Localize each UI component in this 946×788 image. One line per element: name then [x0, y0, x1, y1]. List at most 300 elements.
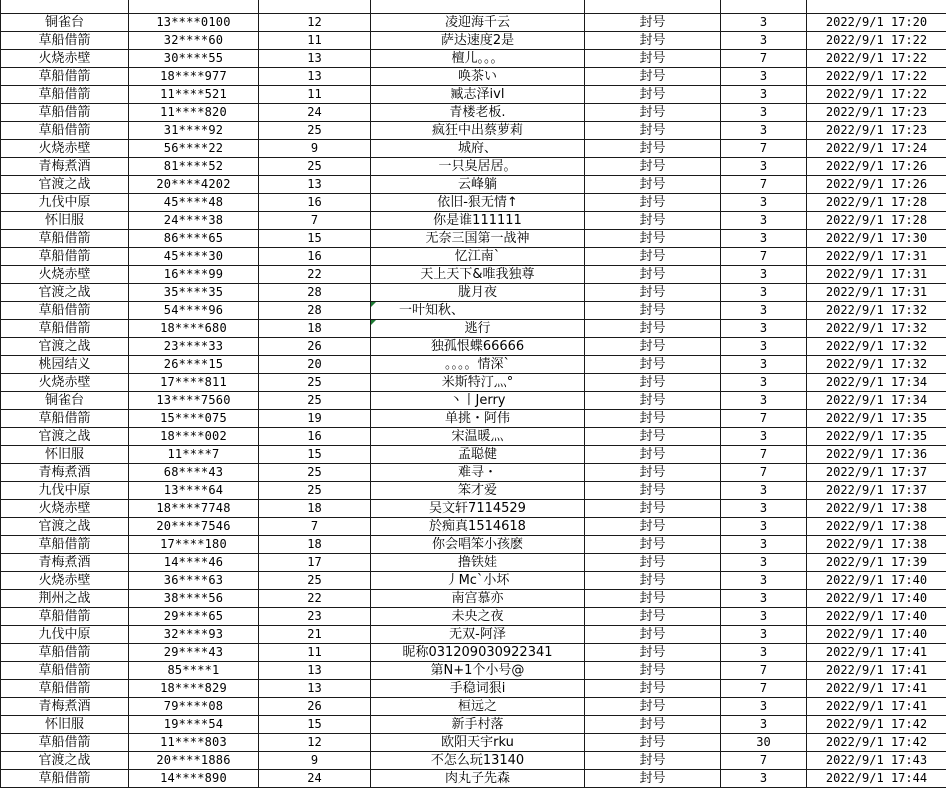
account-cell[interactable]: [129, 194, 259, 212]
account-cell[interactable]: [129, 266, 259, 284]
timestamp-cell[interactable]: [807, 140, 946, 158]
server-cell[interactable]: [1, 572, 129, 590]
account-cell[interactable]: [129, 230, 259, 248]
server-cell[interactable]: [1, 644, 129, 662]
nickname-cell[interactable]: [371, 446, 585, 464]
account-cell[interactable]: [129, 716, 259, 734]
account-cell[interactable]: [129, 464, 259, 482]
level-cell[interactable]: [259, 356, 371, 374]
nickname-cell[interactable]: [371, 500, 585, 518]
level-cell[interactable]: [259, 122, 371, 140]
timestamp-cell[interactable]: [807, 518, 946, 536]
server-cell[interactable]: [1, 104, 129, 122]
timestamp-cell[interactable]: [807, 104, 946, 122]
level-cell[interactable]: [259, 680, 371, 698]
account-cell[interactable]: [129, 626, 259, 644]
account-cell[interactable]: [129, 680, 259, 698]
account-cell[interactable]: [129, 698, 259, 716]
ban-days-cell[interactable]: [721, 554, 807, 572]
level-cell[interactable]: [259, 482, 371, 500]
server-cell[interactable]: [1, 68, 129, 86]
account-cell[interactable]: [129, 158, 259, 176]
server-cell[interactable]: [1, 590, 129, 608]
timestamp-cell[interactable]: [807, 68, 946, 86]
ban-days-cell[interactable]: [721, 518, 807, 536]
status-cell[interactable]: [585, 680, 721, 698]
ban-days-cell[interactable]: [721, 50, 807, 68]
status-cell[interactable]: [585, 140, 721, 158]
server-cell[interactable]: [1, 374, 129, 392]
status-cell[interactable]: [585, 338, 721, 356]
nickname-cell[interactable]: [371, 68, 585, 86]
ban-days-cell[interactable]: [721, 194, 807, 212]
account-cell[interactable]: [129, 500, 259, 518]
level-cell[interactable]: [259, 248, 371, 266]
timestamp-cell[interactable]: [807, 734, 946, 752]
status-cell[interactable]: [585, 194, 721, 212]
nickname-cell[interactable]: [371, 104, 585, 122]
level-cell[interactable]: [259, 230, 371, 248]
status-cell[interactable]: [585, 320, 721, 338]
status-cell[interactable]: [585, 410, 721, 428]
ban-days-cell[interactable]: [721, 662, 807, 680]
nickname-cell[interactable]: [371, 140, 585, 158]
status-cell[interactable]: [585, 86, 721, 104]
account-cell[interactable]: [129, 482, 259, 500]
server-cell[interactable]: [1, 770, 129, 788]
nickname-cell[interactable]: [371, 86, 585, 104]
timestamp-cell[interactable]: [807, 122, 946, 140]
ban-days-cell[interactable]: [721, 14, 807, 32]
nickname-cell[interactable]: [371, 752, 585, 770]
timestamp-cell[interactable]: [807, 302, 946, 320]
level-cell[interactable]: [259, 572, 371, 590]
server-cell[interactable]: [1, 608, 129, 626]
server-cell[interactable]: [1, 320, 129, 338]
nickname-cell[interactable]: [371, 32, 585, 50]
level-cell[interactable]: [259, 734, 371, 752]
timestamp-cell[interactable]: [807, 698, 946, 716]
server-cell[interactable]: [1, 698, 129, 716]
level-cell[interactable]: [259, 50, 371, 68]
timestamp-cell[interactable]: [807, 50, 946, 68]
timestamp-cell[interactable]: [807, 410, 946, 428]
status-cell[interactable]: [585, 716, 721, 734]
level-cell[interactable]: [259, 608, 371, 626]
status-cell[interactable]: [585, 302, 721, 320]
server-cell[interactable]: [1, 734, 129, 752]
timestamp-cell[interactable]: [807, 230, 946, 248]
server-cell[interactable]: [1, 536, 129, 554]
timestamp-cell[interactable]: [807, 32, 946, 50]
level-cell[interactable]: [259, 446, 371, 464]
server-cell[interactable]: [1, 266, 129, 284]
level-cell[interactable]: [259, 698, 371, 716]
server-cell[interactable]: [1, 284, 129, 302]
timestamp-cell[interactable]: [807, 158, 946, 176]
account-cell[interactable]: [129, 176, 259, 194]
account-cell[interactable]: [129, 302, 259, 320]
timestamp-cell[interactable]: [807, 446, 946, 464]
timestamp-cell[interactable]: [807, 194, 946, 212]
ban-days-cell[interactable]: [721, 392, 807, 410]
ban-days-cell[interactable]: [721, 86, 807, 104]
status-cell[interactable]: [585, 554, 721, 572]
timestamp-cell[interactable]: [807, 626, 946, 644]
server-cell[interactable]: [1, 338, 129, 356]
level-cell[interactable]: [259, 464, 371, 482]
ban-days-cell[interactable]: [721, 248, 807, 266]
status-cell[interactable]: [585, 446, 721, 464]
server-cell[interactable]: [1, 626, 129, 644]
account-cell[interactable]: [129, 410, 259, 428]
server-cell[interactable]: [1, 302, 129, 320]
ban-days-cell[interactable]: [721, 374, 807, 392]
timestamp-cell[interactable]: [807, 176, 946, 194]
timestamp-cell[interactable]: [807, 572, 946, 590]
level-cell[interactable]: [259, 410, 371, 428]
status-cell[interactable]: [585, 608, 721, 626]
level-cell[interactable]: [259, 554, 371, 572]
account-cell[interactable]: [129, 140, 259, 158]
level-cell[interactable]: [259, 158, 371, 176]
nickname-cell[interactable]: [371, 194, 585, 212]
status-cell[interactable]: [585, 14, 721, 32]
ban-days-cell[interactable]: [721, 680, 807, 698]
account-cell[interactable]: [129, 248, 259, 266]
status-cell[interactable]: [585, 644, 721, 662]
nickname-cell[interactable]: [371, 518, 585, 536]
timestamp-cell[interactable]: [807, 500, 946, 518]
level-cell[interactable]: [259, 770, 371, 788]
ban-days-cell[interactable]: [721, 500, 807, 518]
status-cell[interactable]: [585, 0, 721, 14]
timestamp-cell[interactable]: [807, 266, 946, 284]
nickname-cell[interactable]: [371, 122, 585, 140]
ban-days-cell[interactable]: [721, 698, 807, 716]
level-cell[interactable]: [259, 302, 371, 320]
ban-days-cell[interactable]: [721, 302, 807, 320]
account-cell[interactable]: [129, 770, 259, 788]
nickname-cell[interactable]: [371, 0, 585, 14]
server-cell[interactable]: [1, 446, 129, 464]
timestamp-cell[interactable]: [807, 212, 946, 230]
nickname-cell[interactable]: [371, 356, 585, 374]
account-cell[interactable]: [129, 68, 259, 86]
timestamp-cell[interactable]: [807, 554, 946, 572]
timestamp-cell[interactable]: [807, 716, 946, 734]
nickname-cell[interactable]: [371, 590, 585, 608]
level-cell[interactable]: [259, 32, 371, 50]
nickname-cell[interactable]: [371, 50, 585, 68]
nickname-cell[interactable]: [371, 302, 585, 320]
status-cell[interactable]: [585, 500, 721, 518]
nickname-cell[interactable]: [371, 338, 585, 356]
nickname-cell[interactable]: [371, 248, 585, 266]
status-cell[interactable]: [585, 698, 721, 716]
account-cell[interactable]: [129, 734, 259, 752]
ban-days-cell[interactable]: [721, 104, 807, 122]
timestamp-cell[interactable]: [807, 662, 946, 680]
nickname-cell[interactable]: [371, 770, 585, 788]
ban-days-cell[interactable]: [721, 68, 807, 86]
level-cell[interactable]: [259, 500, 371, 518]
server-cell[interactable]: [1, 356, 129, 374]
status-cell[interactable]: [585, 374, 721, 392]
level-cell[interactable]: [259, 518, 371, 536]
ban-days-cell[interactable]: [721, 446, 807, 464]
account-cell[interactable]: [129, 14, 259, 32]
nickname-cell[interactable]: [371, 392, 585, 410]
timestamp-cell[interactable]: [807, 428, 946, 446]
account-cell[interactable]: [129, 518, 259, 536]
status-cell[interactable]: [585, 626, 721, 644]
ban-days-cell[interactable]: [721, 410, 807, 428]
ban-days-cell[interactable]: [721, 338, 807, 356]
status-cell[interactable]: [585, 68, 721, 86]
status-cell[interactable]: [585, 266, 721, 284]
nickname-cell[interactable]: [371, 698, 585, 716]
server-cell[interactable]: [1, 518, 129, 536]
status-cell[interactable]: [585, 464, 721, 482]
ban-days-cell[interactable]: [721, 572, 807, 590]
ban-days-cell[interactable]: [721, 734, 807, 752]
level-cell[interactable]: [259, 662, 371, 680]
ban-days-cell[interactable]: [721, 158, 807, 176]
ban-days-cell[interactable]: [721, 464, 807, 482]
level-cell[interactable]: [259, 752, 371, 770]
nickname-cell[interactable]: [371, 572, 585, 590]
level-cell[interactable]: [259, 536, 371, 554]
account-cell[interactable]: [129, 572, 259, 590]
status-cell[interactable]: [585, 50, 721, 68]
nickname-cell[interactable]: [371, 680, 585, 698]
level-cell[interactable]: [259, 284, 371, 302]
server-cell[interactable]: [1, 482, 129, 500]
server-cell[interactable]: [1, 122, 129, 140]
level-cell[interactable]: [259, 590, 371, 608]
status-cell[interactable]: [585, 536, 721, 554]
server-cell[interactable]: [1, 0, 129, 14]
status-cell[interactable]: [585, 590, 721, 608]
account-cell[interactable]: [129, 662, 259, 680]
server-cell[interactable]: [1, 410, 129, 428]
ban-days-cell[interactable]: [721, 0, 807, 14]
ban-days-cell[interactable]: [721, 320, 807, 338]
account-cell[interactable]: [129, 428, 259, 446]
ban-days-cell[interactable]: [721, 212, 807, 230]
level-cell[interactable]: [259, 14, 371, 32]
level-cell[interactable]: [259, 644, 371, 662]
level-cell[interactable]: [259, 392, 371, 410]
timestamp-cell[interactable]: [807, 752, 946, 770]
account-cell[interactable]: [129, 50, 259, 68]
nickname-cell[interactable]: [371, 464, 585, 482]
timestamp-cell[interactable]: [807, 320, 946, 338]
timestamp-cell[interactable]: [807, 284, 946, 302]
status-cell[interactable]: [585, 212, 721, 230]
server-cell[interactable]: [1, 554, 129, 572]
ban-days-cell[interactable]: [721, 770, 807, 788]
level-cell[interactable]: [259, 140, 371, 158]
ban-days-cell[interactable]: [721, 626, 807, 644]
server-cell[interactable]: [1, 194, 129, 212]
status-cell[interactable]: [585, 662, 721, 680]
status-cell[interactable]: [585, 32, 721, 50]
timestamp-cell[interactable]: [807, 248, 946, 266]
status-cell[interactable]: [585, 104, 721, 122]
account-cell[interactable]: [129, 338, 259, 356]
account-cell[interactable]: [129, 212, 259, 230]
status-cell[interactable]: [585, 770, 721, 788]
nickname-cell[interactable]: [371, 230, 585, 248]
account-cell[interactable]: [129, 392, 259, 410]
timestamp-cell[interactable]: [807, 644, 946, 662]
status-cell[interactable]: [585, 518, 721, 536]
timestamp-cell[interactable]: [807, 482, 946, 500]
nickname-cell[interactable]: [371, 176, 585, 194]
nickname-cell[interactable]: [371, 212, 585, 230]
timestamp-cell[interactable]: [807, 536, 946, 554]
nickname-cell[interactable]: [371, 482, 585, 500]
level-cell[interactable]: [259, 212, 371, 230]
nickname-cell[interactable]: [371, 374, 585, 392]
account-cell[interactable]: [129, 356, 259, 374]
nickname-cell[interactable]: [371, 284, 585, 302]
level-cell[interactable]: [259, 716, 371, 734]
status-cell[interactable]: [585, 572, 721, 590]
account-cell[interactable]: [129, 644, 259, 662]
timestamp-cell[interactable]: [807, 590, 946, 608]
account-cell[interactable]: [129, 320, 259, 338]
server-cell[interactable]: [1, 662, 129, 680]
account-cell[interactable]: [129, 608, 259, 626]
server-cell[interactable]: [1, 14, 129, 32]
account-cell[interactable]: [129, 752, 259, 770]
nickname-cell[interactable]: [371, 158, 585, 176]
ban-days-cell[interactable]: [721, 230, 807, 248]
status-cell[interactable]: [585, 230, 721, 248]
ban-days-cell[interactable]: [721, 32, 807, 50]
account-cell[interactable]: [129, 32, 259, 50]
account-cell[interactable]: [129, 590, 259, 608]
nickname-cell[interactable]: [371, 14, 585, 32]
ban-days-cell[interactable]: [721, 122, 807, 140]
timestamp-cell[interactable]: [807, 680, 946, 698]
level-cell[interactable]: [259, 86, 371, 104]
account-cell[interactable]: [129, 284, 259, 302]
status-cell[interactable]: [585, 392, 721, 410]
nickname-cell[interactable]: [371, 320, 585, 338]
timestamp-cell[interactable]: [807, 356, 946, 374]
level-cell[interactable]: [259, 0, 371, 14]
status-cell[interactable]: [585, 752, 721, 770]
ban-days-cell[interactable]: [721, 428, 807, 446]
nickname-cell[interactable]: [371, 428, 585, 446]
account-cell[interactable]: [129, 122, 259, 140]
level-cell[interactable]: [259, 338, 371, 356]
server-cell[interactable]: [1, 248, 129, 266]
server-cell[interactable]: [1, 464, 129, 482]
nickname-cell[interactable]: [371, 644, 585, 662]
level-cell[interactable]: [259, 266, 371, 284]
nickname-cell[interactable]: [371, 410, 585, 428]
server-cell[interactable]: [1, 176, 129, 194]
ban-days-cell[interactable]: [721, 590, 807, 608]
ban-days-cell[interactable]: [721, 482, 807, 500]
nickname-cell[interactable]: [371, 626, 585, 644]
level-cell[interactable]: [259, 626, 371, 644]
server-cell[interactable]: [1, 140, 129, 158]
server-cell[interactable]: [1, 158, 129, 176]
account-cell[interactable]: [129, 554, 259, 572]
status-cell[interactable]: [585, 248, 721, 266]
server-cell[interactable]: [1, 680, 129, 698]
ban-days-cell[interactable]: [721, 140, 807, 158]
account-cell[interactable]: [129, 86, 259, 104]
timestamp-cell[interactable]: [807, 608, 946, 626]
nickname-cell[interactable]: [371, 716, 585, 734]
status-cell[interactable]: [585, 428, 721, 446]
server-cell[interactable]: [1, 32, 129, 50]
account-cell[interactable]: [129, 446, 259, 464]
timestamp-cell[interactable]: [807, 392, 946, 410]
nickname-cell[interactable]: [371, 662, 585, 680]
status-cell[interactable]: [585, 482, 721, 500]
status-cell[interactable]: [585, 122, 721, 140]
timestamp-cell[interactable]: [807, 770, 946, 788]
server-cell[interactable]: [1, 212, 129, 230]
server-cell[interactable]: [1, 500, 129, 518]
server-cell[interactable]: [1, 86, 129, 104]
status-cell[interactable]: [585, 356, 721, 374]
timestamp-cell[interactable]: [807, 374, 946, 392]
level-cell[interactable]: [259, 176, 371, 194]
timestamp-cell[interactable]: [807, 86, 946, 104]
nickname-cell[interactable]: [371, 554, 585, 572]
account-cell[interactable]: [129, 374, 259, 392]
timestamp-cell[interactable]: [807, 14, 946, 32]
server-cell[interactable]: [1, 752, 129, 770]
ban-days-cell[interactable]: [721, 266, 807, 284]
nickname-cell[interactable]: [371, 608, 585, 626]
status-cell[interactable]: [585, 176, 721, 194]
level-cell[interactable]: [259, 194, 371, 212]
level-cell[interactable]: [259, 374, 371, 392]
server-cell[interactable]: [1, 392, 129, 410]
account-cell[interactable]: [129, 104, 259, 122]
status-cell[interactable]: [585, 284, 721, 302]
timestamp-cell[interactable]: [807, 338, 946, 356]
server-cell[interactable]: [1, 230, 129, 248]
account-cell[interactable]: [129, 0, 259, 14]
ban-days-cell[interactable]: [721, 176, 807, 194]
account-cell[interactable]: [129, 536, 259, 554]
level-cell[interactable]: [259, 428, 371, 446]
server-cell[interactable]: [1, 428, 129, 446]
ban-days-cell[interactable]: [721, 356, 807, 374]
nickname-cell[interactable]: [371, 536, 585, 554]
level-cell[interactable]: [259, 320, 371, 338]
server-cell[interactable]: [1, 716, 129, 734]
ban-days-cell[interactable]: [721, 608, 807, 626]
ban-days-cell[interactable]: [721, 644, 807, 662]
status-cell[interactable]: [585, 734, 721, 752]
ban-days-cell[interactable]: [721, 536, 807, 554]
level-cell[interactable]: [259, 104, 371, 122]
ban-days-cell[interactable]: [721, 716, 807, 734]
server-cell[interactable]: [1, 50, 129, 68]
